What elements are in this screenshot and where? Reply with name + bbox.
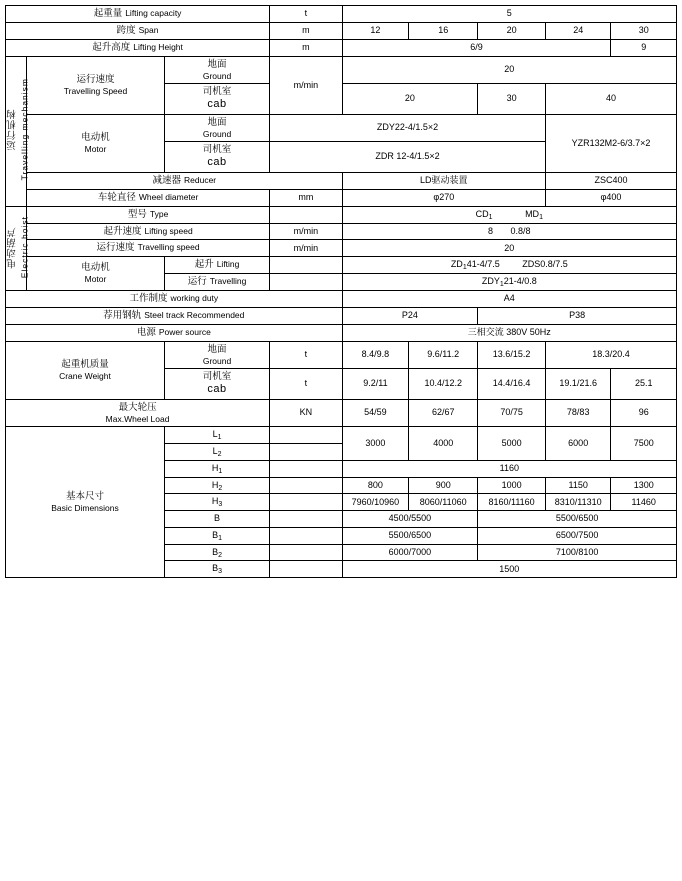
unit-cell: t bbox=[270, 341, 342, 369]
table-row bbox=[6, 427, 677, 444]
value-cell: 20 bbox=[342, 56, 676, 84]
value-cell: 4500/5500 bbox=[342, 511, 478, 528]
dimension-symbol: $B_1$ bbox=[164, 527, 269, 544]
row-label-span bbox=[6, 22, 270, 39]
value-cell: 54/59 bbox=[342, 399, 409, 427]
value-cell: 7960/10960 bbox=[342, 494, 409, 511]
value-cell: 13.6/15.2 bbox=[478, 341, 546, 369]
label-cn: 起重量 bbox=[93, 8, 123, 19]
sublabel-ground bbox=[164, 56, 269, 84]
unit-cell: m bbox=[270, 39, 342, 56]
unit-cell bbox=[270, 511, 342, 528]
value-cell: φ400 bbox=[545, 189, 676, 206]
label-en: Max.Wheel Load bbox=[105, 413, 170, 424]
label-en: Wheel diameter bbox=[138, 191, 199, 202]
value-cell: 9 bbox=[611, 39, 677, 56]
label-cn: 电动机 bbox=[81, 262, 110, 274]
value-cell: 20 bbox=[342, 240, 676, 257]
value-cell: A4 bbox=[342, 291, 676, 308]
label-cn: 车轮直径 bbox=[97, 191, 136, 203]
table-row bbox=[6, 307, 677, 324]
table-row bbox=[6, 341, 677, 369]
sublabel-cab bbox=[164, 142, 269, 173]
dimension-symbol: $L_1$ bbox=[164, 427, 269, 444]
row-label-crane-weight bbox=[6, 341, 165, 399]
row-label-wheel-diameter bbox=[27, 189, 270, 206]
unit-cell: t bbox=[270, 369, 342, 400]
value-cell: 1000 bbox=[478, 477, 546, 494]
dimension-symbol: $H_3$ bbox=[164, 494, 269, 511]
unit-cell: t bbox=[270, 6, 342, 23]
row-label-hoist-motor bbox=[27, 257, 165, 291]
label-en: Basic Dimensions bbox=[51, 502, 119, 513]
label-en: Lifting Height bbox=[133, 41, 183, 52]
table-row bbox=[6, 257, 677, 274]
sublabel-cn: 地面 bbox=[207, 58, 227, 70]
sublabel-en: Travelling bbox=[209, 276, 247, 287]
sublabel-lifting bbox=[164, 257, 269, 274]
label-en: Crane Weight bbox=[59, 370, 111, 381]
unit-cell: m bbox=[270, 22, 342, 39]
sublabel-cn: 司机室 bbox=[202, 144, 232, 156]
value-cell: LD驱动装置 bbox=[342, 172, 545, 189]
value-cell: 800 bbox=[342, 477, 409, 494]
row-label-working-duty bbox=[6, 291, 343, 308]
value-cell bbox=[342, 206, 676, 223]
table-row bbox=[6, 223, 677, 240]
value-cell: 6/9 bbox=[342, 39, 611, 56]
unit-cell bbox=[270, 544, 342, 561]
value-cell: 9.2/11 bbox=[342, 369, 409, 400]
sublabel-en: Ground bbox=[202, 355, 232, 366]
value-cell: 6000/7000 bbox=[342, 544, 478, 561]
value-cell: 8160/11160 bbox=[478, 494, 546, 511]
sublabel-ground bbox=[164, 114, 269, 142]
value-cell: 6500/7500 bbox=[478, 527, 677, 544]
value-cell: 24 bbox=[545, 22, 610, 39]
value-cell: 25.1 bbox=[611, 369, 677, 400]
table-row bbox=[6, 324, 677, 341]
unit-cell: m/min bbox=[270, 223, 342, 240]
value-cell: 20 bbox=[478, 22, 546, 39]
label-cn: 型号 bbox=[127, 208, 147, 220]
hoist-motor-travelling: $ZDY_121-4/0.8$ bbox=[481, 276, 537, 289]
label-en: Lifting capacity bbox=[125, 8, 182, 18]
sublabel-en: cab bbox=[207, 98, 227, 110]
label-cn: 工作制度 bbox=[129, 293, 168, 304]
table-row bbox=[6, 399, 677, 427]
value-cell: 4000 bbox=[409, 427, 478, 461]
value-cell: 1160 bbox=[342, 460, 676, 477]
section-label-cn: 电动葫芦 bbox=[7, 225, 18, 268]
value-cell: 40 bbox=[545, 84, 676, 115]
row-label-hoist-lifting-speed bbox=[27, 223, 270, 240]
label-en: Travelling speed bbox=[137, 242, 200, 253]
lifting-speed-b: 0.8/8 bbox=[510, 225, 531, 236]
label-cn: 跨度 bbox=[116, 24, 136, 36]
row-label-travelling-speed bbox=[27, 56, 165, 114]
value-cell: 78/83 bbox=[545, 399, 610, 427]
value-cell: 19.1/21.6 bbox=[545, 369, 610, 400]
sublabel-cn: 司机室 bbox=[202, 86, 232, 98]
label-en: Motor bbox=[84, 274, 107, 285]
unit-cell bbox=[270, 477, 342, 494]
sublabel-cn: 司机室 bbox=[202, 371, 232, 383]
label-cn: 基本尺寸 bbox=[65, 490, 104, 502]
label-cn: 减速器 bbox=[152, 174, 181, 186]
sublabel-en: Ground bbox=[202, 70, 232, 81]
sublabel-cab bbox=[164, 369, 269, 400]
value-cell: 18.3/20.4 bbox=[545, 341, 676, 369]
value-cell bbox=[342, 274, 676, 291]
row-label-max-wheel-load bbox=[6, 399, 270, 427]
hoist-type-cd: $CD_1$ bbox=[475, 208, 493, 221]
table-row bbox=[6, 189, 677, 206]
unit-cell: m/min bbox=[270, 240, 342, 257]
hoist-motor-lifting-b: ZDS0.8/7.5 bbox=[522, 259, 568, 270]
section-label-en: Electric hoist bbox=[19, 215, 30, 278]
table-row bbox=[6, 22, 677, 39]
row-label-reducer bbox=[27, 172, 343, 189]
label-en: Type bbox=[149, 208, 169, 219]
unit-cell bbox=[270, 274, 342, 291]
section-label-travelling-mechanism bbox=[6, 56, 30, 206]
value-cell: YZR132M2-6/3.7×2 bbox=[545, 114, 676, 172]
crane-specification-table bbox=[5, 5, 677, 578]
sublabel-en: Lifting bbox=[216, 259, 240, 270]
value-cell bbox=[342, 223, 676, 240]
sublabel-travelling bbox=[164, 274, 269, 291]
value-cell: P24 bbox=[342, 307, 478, 324]
value-cell: 8.4/9.8 bbox=[342, 341, 409, 369]
unit-cell: m/min bbox=[270, 56, 342, 114]
section-label-electric-hoist bbox=[6, 206, 30, 290]
unit-cell: KN bbox=[270, 399, 342, 427]
unit-cell bbox=[270, 561, 342, 578]
hoist-motor-lifting-a: $ZD_141-4/7.5$ bbox=[450, 259, 500, 272]
value-cell: 30 bbox=[478, 84, 546, 115]
sublabel-cn: 地面 bbox=[207, 116, 227, 128]
value-cell: P38 bbox=[478, 307, 677, 324]
unit-cell bbox=[270, 460, 342, 477]
sublabel-cab bbox=[164, 84, 269, 115]
table-row bbox=[6, 56, 677, 84]
sublabel-cn: 起升 bbox=[194, 259, 214, 271]
dimension-symbol: $B_3$ bbox=[164, 561, 269, 578]
label-cn: 荐用钢轨 bbox=[103, 309, 142, 321]
value-cell: 5500/6500 bbox=[342, 527, 478, 544]
label-cn: 起重机质量 bbox=[61, 358, 109, 370]
value-cell: 7500 bbox=[611, 427, 677, 461]
table-row bbox=[6, 172, 677, 189]
unit-cell bbox=[270, 527, 342, 544]
label-en: Travelling Speed bbox=[63, 85, 128, 96]
dimension-symbol: $L_2$ bbox=[164, 444, 269, 461]
row-label-hoist-travelling-speed bbox=[27, 240, 270, 257]
unit-cell bbox=[270, 444, 342, 461]
value-cell: 16 bbox=[409, 22, 478, 39]
value-cell: 14.4/16.4 bbox=[478, 369, 546, 400]
unit-cell bbox=[270, 494, 342, 511]
dimension-symbol: $H_1$ bbox=[164, 460, 269, 477]
label-cn: 最大轮压 bbox=[118, 401, 157, 413]
sublabel-ground bbox=[164, 341, 269, 369]
value-cell: 1150 bbox=[545, 477, 610, 494]
table-row bbox=[6, 291, 677, 308]
value-cell: 6000 bbox=[545, 427, 610, 461]
table-row bbox=[6, 240, 677, 257]
table-row bbox=[6, 206, 677, 223]
value-cell: 20 bbox=[342, 84, 478, 115]
value-cell: 10.4/12.2 bbox=[409, 369, 478, 400]
label-cn: 运行速度 bbox=[96, 242, 135, 254]
value-cell: 8060/11060 bbox=[409, 494, 478, 511]
label-en: Power source bbox=[158, 326, 211, 337]
row-label-power-source bbox=[6, 324, 343, 341]
sublabel-en: Ground bbox=[202, 128, 232, 139]
value-cell: 62/67 bbox=[409, 399, 478, 427]
value-cell: 3000 bbox=[342, 427, 409, 461]
row-label-steel-track bbox=[6, 307, 343, 324]
value-cell: 12 bbox=[342, 22, 409, 39]
row-label-lifting-height bbox=[6, 39, 270, 56]
value-cell: 900 bbox=[409, 477, 478, 494]
label-en: Span bbox=[138, 24, 159, 35]
unit-cell bbox=[270, 427, 342, 444]
dimension-symbol: B bbox=[164, 511, 269, 528]
row-label-hoist-type bbox=[27, 206, 270, 223]
value-cell: 8310/11310 bbox=[545, 494, 610, 511]
row-label-basic-dimensions bbox=[6, 427, 165, 578]
label-cn: 电动机 bbox=[81, 132, 110, 144]
unit-cell bbox=[270, 206, 342, 223]
label-en: Steel track Recommended bbox=[144, 309, 245, 320]
value-cell bbox=[342, 257, 676, 274]
label-en: Motor bbox=[84, 143, 107, 154]
value-cell: ZSC400 bbox=[545, 172, 676, 189]
hoist-type-md: $MD_1$ bbox=[525, 208, 543, 221]
value-cell: ZDY22-4/1.5×2 bbox=[270, 114, 546, 142]
row-label-lifting-capacity bbox=[6, 6, 270, 23]
section-label-en: Travelling mechanism bbox=[19, 78, 30, 181]
value-cell: 5 bbox=[342, 6, 676, 23]
value-cell: φ270 bbox=[342, 189, 545, 206]
label-en: Reducer bbox=[184, 174, 217, 185]
lifting-speed-a: 8 bbox=[488, 225, 494, 236]
value-cell: 5000 bbox=[478, 427, 546, 461]
value-cell: 5500/6500 bbox=[478, 511, 677, 528]
value-cell: 1300 bbox=[611, 477, 677, 494]
label-en: working duty bbox=[170, 293, 219, 303]
value-cell: 7100/8100 bbox=[478, 544, 677, 561]
label-en: Lifting speed bbox=[144, 225, 193, 236]
table-row bbox=[6, 39, 677, 56]
value-cell: 9.6/11.2 bbox=[409, 341, 478, 369]
value-cell: 96 bbox=[611, 399, 677, 427]
sublabel-en: cab bbox=[207, 156, 227, 169]
sublabel-cn: 运行 bbox=[187, 276, 207, 288]
label-cn: 电源 bbox=[136, 326, 156, 338]
label-cn: 起升速度 bbox=[103, 225, 142, 237]
value-cell: 11460 bbox=[611, 494, 677, 511]
value-cell: 1500 bbox=[342, 561, 676, 578]
label-cn: 起升高度 bbox=[92, 41, 131, 53]
unit-cell bbox=[270, 257, 342, 274]
table-row bbox=[6, 6, 677, 23]
dimension-symbol: $B_2$ bbox=[164, 544, 269, 561]
value-cell: ZDR 12-4/1.5×2 bbox=[270, 142, 546, 173]
dimension-symbol: $H_2$ bbox=[164, 477, 269, 494]
sublabel-cn: 地面 bbox=[207, 343, 227, 355]
sublabel-en: cab bbox=[207, 383, 227, 395]
label-cn: 运行速度 bbox=[76, 73, 115, 85]
value-cell: 70/75 bbox=[478, 399, 546, 427]
value-cell: 30 bbox=[611, 22, 677, 39]
table-row bbox=[6, 114, 677, 142]
section-label-cn: 运行机构 bbox=[7, 108, 18, 151]
row-label-motor bbox=[27, 114, 165, 172]
unit-cell: mm bbox=[270, 189, 342, 206]
value-cell: 三相交流 380V 50Hz bbox=[342, 324, 676, 341]
